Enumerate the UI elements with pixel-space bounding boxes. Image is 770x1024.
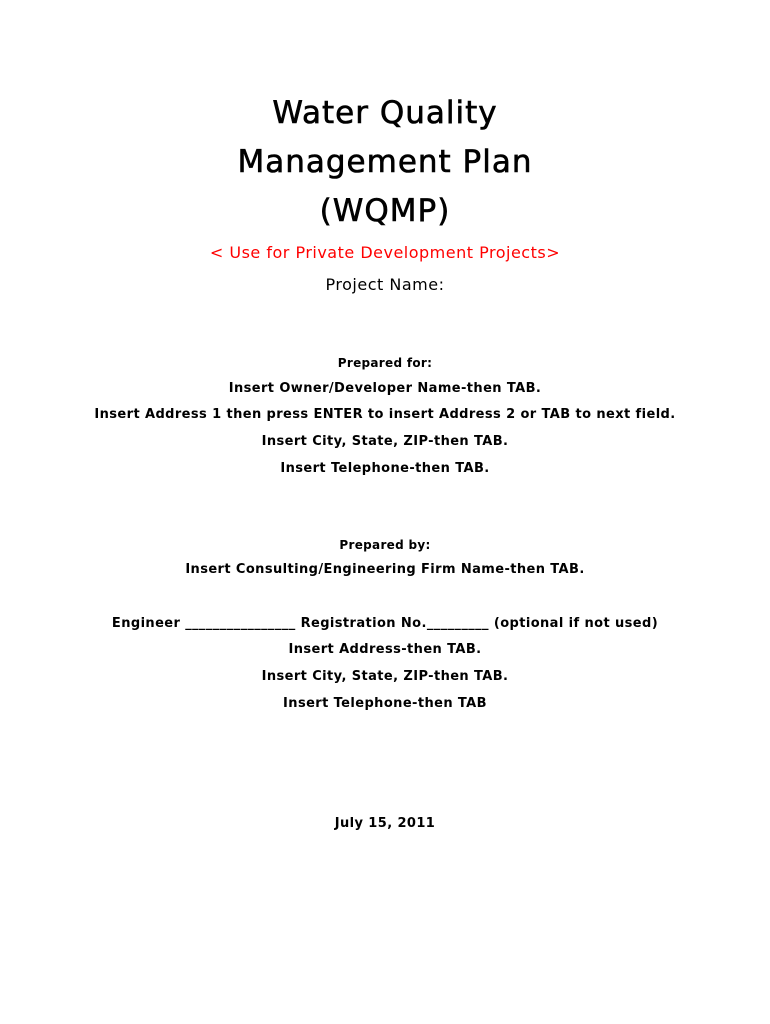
title-line-2: Management Plan	[237, 144, 533, 180]
telephone-field[interactable]: Insert Telephone-then TAB.	[280, 461, 490, 476]
city-field[interactable]: Insert City, State, ZIP-then TAB.	[261, 434, 509, 449]
engineer-address-field[interactable]: Insert Address-then TAB.	[288, 642, 482, 657]
prepared-by-label: Prepared by:	[339, 538, 431, 552]
subtitle: < Use for Private Development Projects>	[209, 243, 561, 262]
title-line-3: (WQMP)	[319, 193, 451, 229]
firm-field[interactable]: Insert Consulting/Engineering Firm Name-then TAB.	[185, 562, 585, 577]
address-field[interactable]: Insert Address 1 then press ENTER to insert Address 2 or TAB to next field.	[94, 407, 676, 422]
engineer-city-field[interactable]: Insert City, State, ZIP-then TAB.	[261, 669, 509, 684]
document-date[interactable]: July 15, 2011	[334, 816, 436, 831]
owner-field[interactable]: Insert Owner/Developer Name-then TAB.	[228, 381, 542, 396]
engineer-registration-line[interactable]: Engineer ________________ Registration No._________ (optional if not used)	[111, 616, 659, 631]
prepared-for-label: Prepared for:	[337, 356, 433, 370]
engineer-telephone-field[interactable]: Insert Telephone-then TAB	[283, 696, 487, 711]
project-name-label[interactable]: Project Name:	[325, 275, 445, 294]
title-line-1: Water Quality	[272, 95, 498, 131]
